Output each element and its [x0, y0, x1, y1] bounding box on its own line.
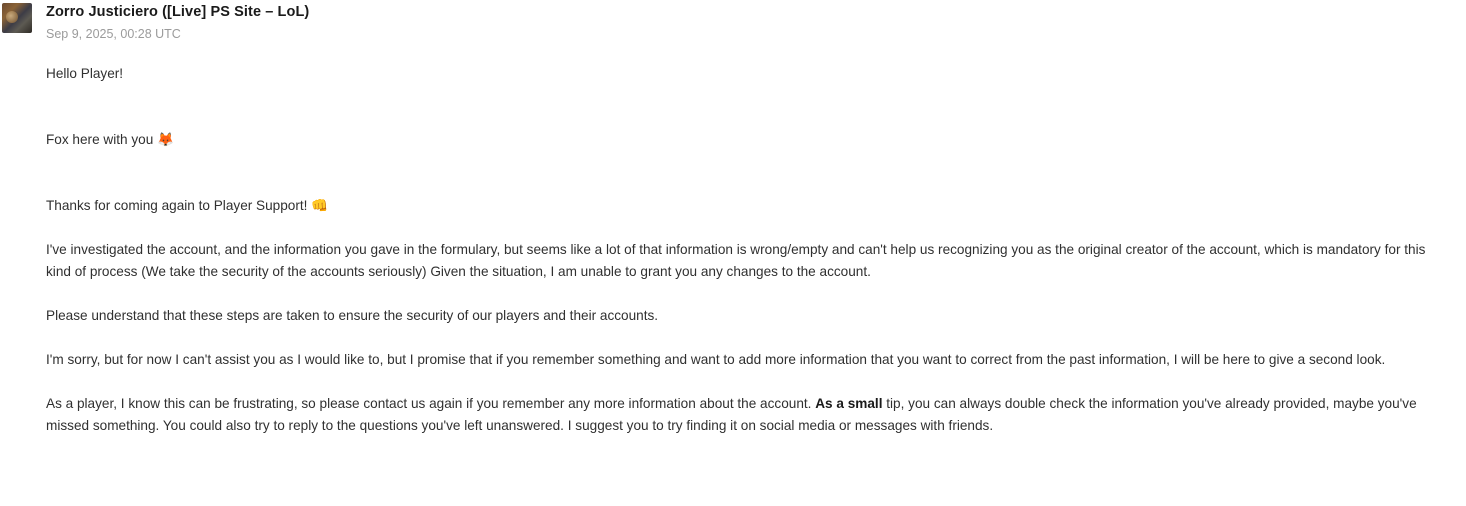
message-paragraph-apology: I'm sorry, but for now I can't assist you as I would like to, but I promise that if you remember something and want to add more information that you want to correct from the past information, I will be here to give a second look. — [46, 352, 1386, 367]
message-paragraph-greeting: Hello Player! — [46, 66, 124, 81]
spacer — [46, 85, 1442, 129]
message-body — [46, 43, 1442, 437]
message-paragraph-intro: Fox here with you 🦊 — [46, 132, 174, 147]
spacer — [46, 371, 1442, 393]
message-header-text — [46, 3, 309, 43]
closing-text-bold: As a small — [815, 396, 883, 411]
message-timestamp: Sep 9, 2025, 00:28 UTC — [46, 27, 181, 41]
message-paragraph-security: Please understand that these steps are taken to ensure the security of our players and their accounts. — [46, 308, 659, 323]
spacer — [46, 151, 1442, 195]
message-header — [0, 0, 1466, 43]
spacer — [46, 217, 1442, 239]
message-paragraph-investigation: I've investigated the account, and the information you gave in the formulary, but seems like a lot of that information is wrong/empty and can't help us recognizing you as the original creator of the account, which is mandatory for this kind of process (We take the security of the accounts seriously) Given the situation, I am unable to grant you any changes to the account. — [46, 242, 1426, 279]
spacer — [46, 283, 1442, 305]
closing-text-before: As a player, I know this can be frustrating, so please contact us again if you remember any more information about the account. — [46, 396, 816, 411]
avatar — [2, 3, 32, 33]
message-paragraph-closing — [46, 393, 1442, 437]
message-author: Zorro Justiciero ([Live] PS Site – LoL) — [46, 4, 310, 20]
closing-text-after: tip, you can always double check the information you've already provided, maybe you've missed something. You could also try to reply to the questions you've left unanswered. I suggest you to try finding it on social media or messages with friends. — [46, 396, 1417, 433]
message-paragraph-thanks: Thanks for coming again to Player Support! 👊 — [46, 198, 329, 213]
spacer — [46, 327, 1442, 349]
